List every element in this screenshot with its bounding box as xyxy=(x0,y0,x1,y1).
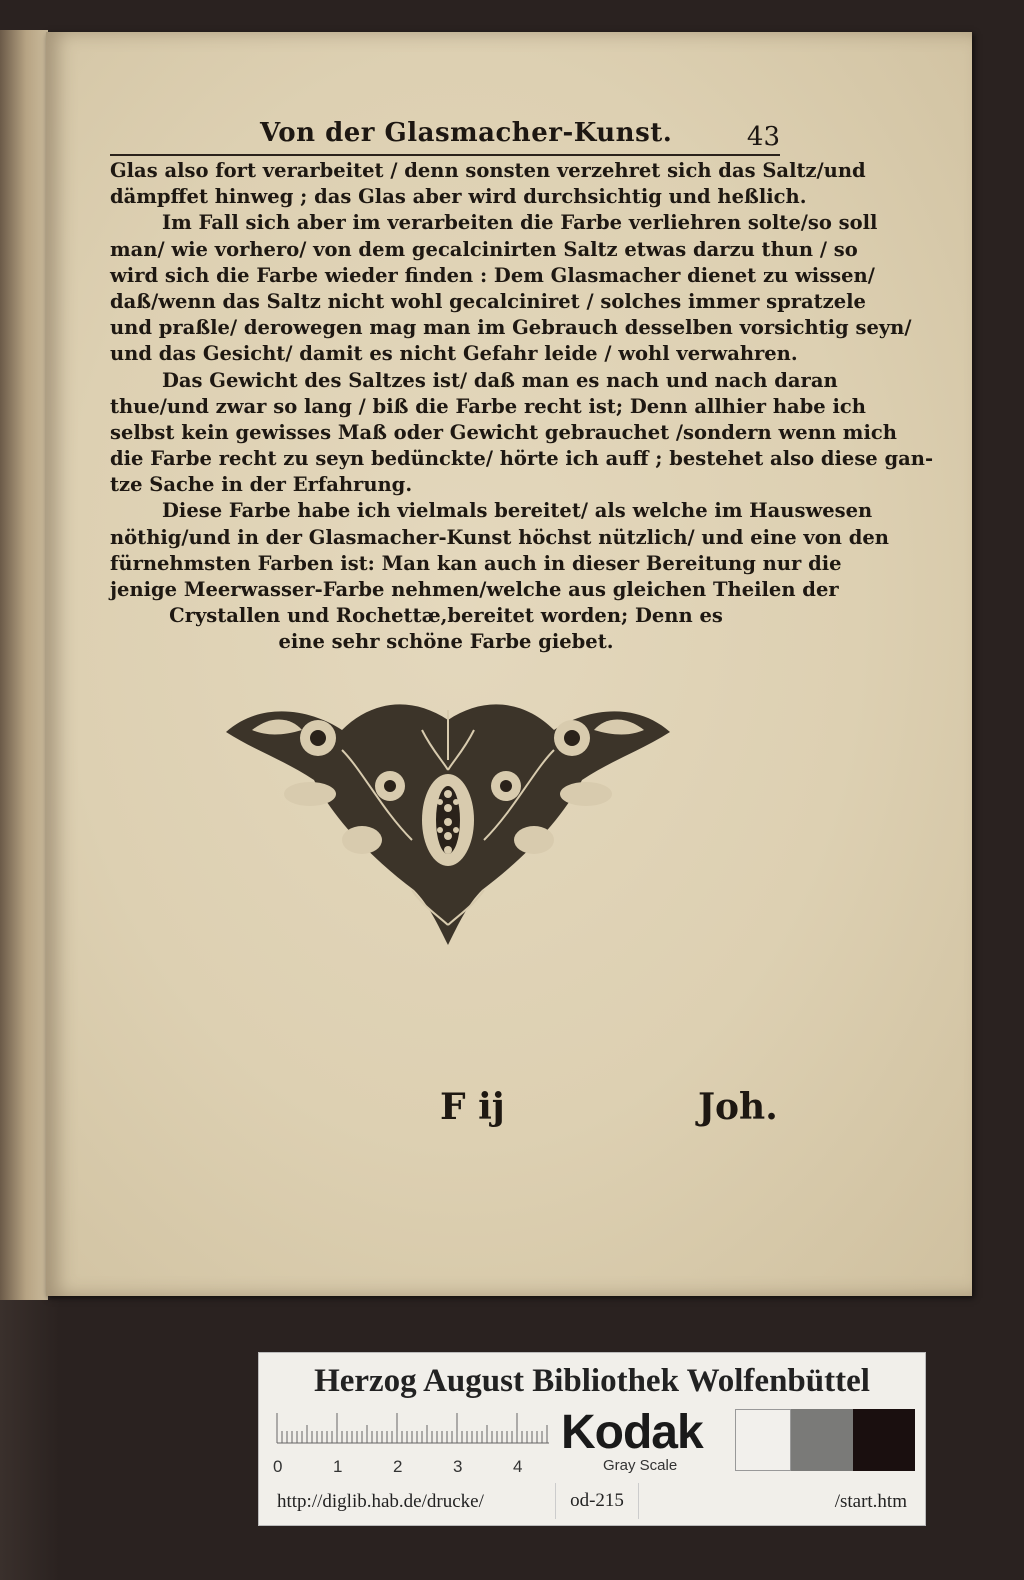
ruler-number: 0 xyxy=(273,1457,283,1476)
text-line: dämpffet hinweg ; das Glas aber wird durchsichtig und heßlich. xyxy=(110,185,807,209)
ruler-number: 4 xyxy=(513,1457,523,1476)
ruler-number: 2 xyxy=(393,1457,403,1476)
gray-scale-label: Gray Scale xyxy=(603,1457,678,1474)
text-line: und praßle/ derowegen mag man im Gebrauch desselben vorsichtig seyn/ xyxy=(110,316,912,340)
ruler-numbers xyxy=(273,1457,543,1477)
text-line: Glas also fort verarbeitet / denn sonsten verzehret sich das Saltz/und xyxy=(110,159,866,182)
text-line: Crystallen und Rochettæ,bereitet worden; Denn es xyxy=(169,604,723,628)
signature-mark: F ij xyxy=(440,1086,505,1128)
text-line: eine sehr schöne Farbe giebet. xyxy=(278,630,614,654)
text-line: tze Sache in der Erfahrung. xyxy=(110,473,413,497)
body-text xyxy=(110,158,934,656)
swatch-white xyxy=(735,1409,791,1471)
ruler-scale xyxy=(277,1413,549,1443)
library-color-card xyxy=(258,1352,926,1526)
text-line: selbst kein gewisses Maß oder Gewicht gebrauchet /sondern wenn mich xyxy=(110,420,897,444)
catchword: Joh. xyxy=(698,1086,778,1128)
text-line: die Farbe recht zu seyn bedünckte/ hörte ich auff ; bestehet also diese gan- xyxy=(110,447,934,471)
facing-page-edge xyxy=(0,30,48,1300)
text-line: man/ wie vorhero/ von dem gecalcinirten Saltz etwas darzu thun / so xyxy=(110,237,858,261)
url-suffix: /start.htm xyxy=(834,1491,907,1512)
swatch-black xyxy=(853,1409,915,1471)
text-line: thue/und zwar so lang / biß die Farbe recht ist; Denn allhier habe ich xyxy=(110,394,866,418)
bleed-through-text xyxy=(90,960,790,1160)
text-line: jenige Meerwasser-Farbe nehmen/welche aus gleichen Theilen der xyxy=(110,578,839,601)
shelfmark: od-215 xyxy=(555,1483,639,1519)
page-header xyxy=(110,118,780,158)
text-line: daß/wenn das Saltz nicht wohl gecalciniret / solches immer spratzele xyxy=(110,289,866,313)
text-line: wird sich die Farbe wieder finden : Dem Glasmacher dienet zu wissen/ xyxy=(110,263,875,287)
library-name: Herzog August Bibliothek Wolfenbüttel xyxy=(314,1363,870,1399)
ruler-number: 3 xyxy=(453,1457,463,1476)
running-title: Von der Glasmacher-Kunst. xyxy=(260,118,673,148)
text-line: Das Gewicht des Saltzes ist/ daß man es nach und nach daran xyxy=(162,368,838,392)
swatch-gray xyxy=(791,1409,853,1471)
text-line: nöthig/und in der Glasmacher-Kunst höchst nützlich/ und eine von den xyxy=(110,525,889,549)
page-number: 43 xyxy=(746,122,780,152)
floral-ornament xyxy=(222,690,674,950)
url-prefix: http://diglib.hab.de/drucke/ xyxy=(277,1491,484,1512)
text-line: Diese Farbe habe ich vielmals bereitet/ als welche im Hauswesen xyxy=(162,499,873,523)
kodak-logo: Kodak xyxy=(561,1406,703,1459)
text-line: fürnehmsten Farben ist: Man kan auch in dieser Bereitung nur die xyxy=(110,551,842,575)
header-rule xyxy=(110,154,780,156)
scan-background xyxy=(0,1300,60,1580)
ruler-number: 1 xyxy=(333,1457,343,1476)
text-line: Im Fall sich aber im verarbeiten die Farbe verliehren solte/so soll xyxy=(162,211,878,235)
text-line: und das Gesicht/ damit es nicht Gefahr leide / wohl verwahren. xyxy=(110,342,798,366)
